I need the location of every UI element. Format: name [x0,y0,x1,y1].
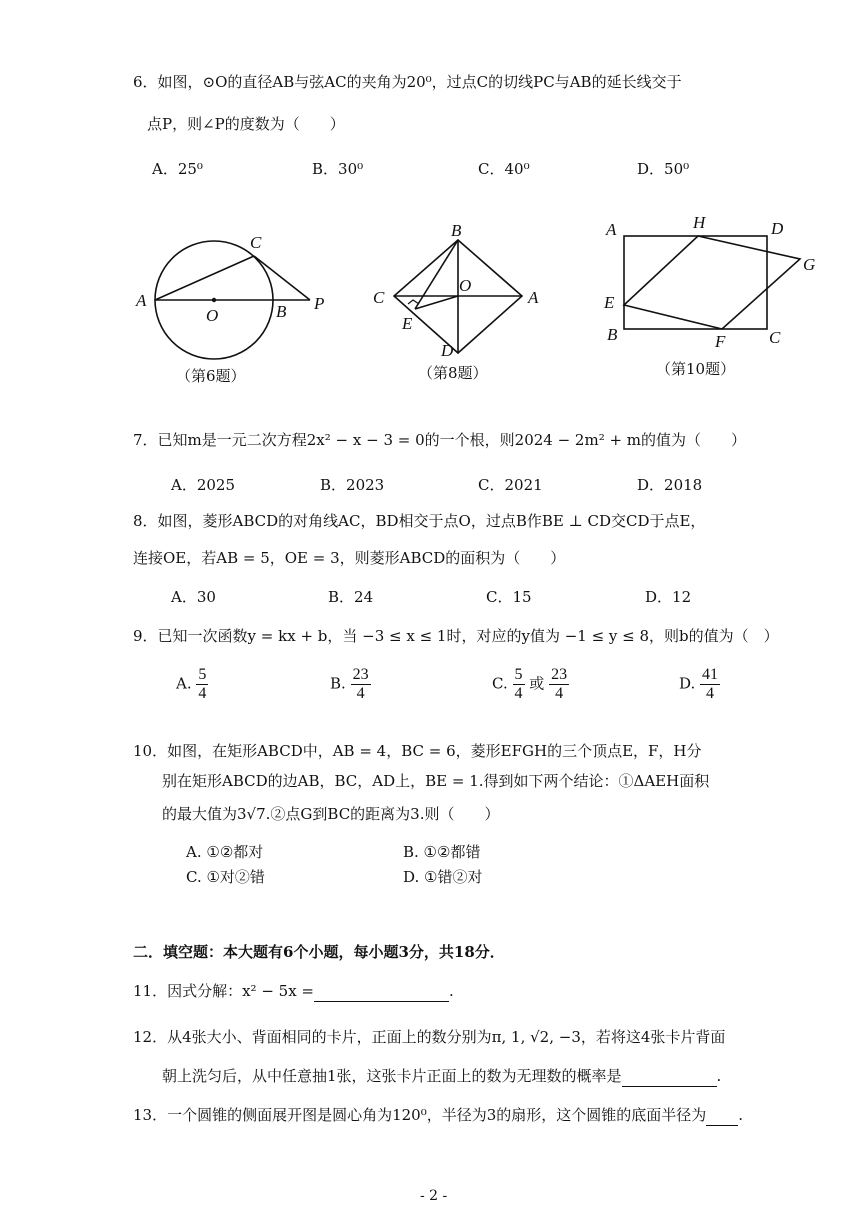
fig8-label-e: E [402,314,413,333]
q9-option-a [176,666,208,703]
section-2-heading: 二．填空题：本大题有6个小题，每小题3分，共18分． [133,943,505,961]
q9-option-d [679,666,720,703]
q7-option-a: A．2025 [171,476,236,494]
page-number: - 2 - [420,1188,448,1204]
fig6-label-c: C [250,233,262,252]
q6-line-1: 6．如图，⊙O的直径AB与弦AC的夹角为20⁰，过点C的切线PC与AB的延长线交于 [133,73,682,91]
fig8-label-d: D [441,341,454,360]
fig8-label-a: A [528,288,539,307]
fig6-center-dot [212,298,216,302]
q13-end: . [738,1106,744,1124]
q10-line-3: 的最大值为3√7.②点G到BC的距离为3.则（ ） [162,805,500,823]
figure-6 [130,225,340,375]
q12-text: 朝上洗匀后，从中任意抽1张，这张卡片正面上的数为无理数的概率是 [162,1067,622,1085]
fig10-caption: （第10题） [656,360,736,378]
q11-end: . [449,982,454,1000]
q9-d-fraction [700,666,720,703]
q9-c-den1: 4 [514,685,523,702]
q13-line [133,1105,743,1126]
q9-option-b [330,666,371,703]
q9-a-label: A. [176,674,192,693]
q8-option-b: B．24 [328,588,374,606]
fig6-label-p: P [314,294,325,313]
q11-text: 11．因式分解：x² − 5x = [133,982,315,1000]
q6-option-c: C．40⁰ [478,160,530,178]
fig10-label-a: A [606,220,617,239]
q7-line-1: 7．已知m是一元二次方程2x² − x − 3 = 0的一个根，则2024 − 2m² + m的值为（ ） [133,431,747,449]
q9-c-fraction-1 [513,666,525,703]
q12-line-1: 12．从4张大小、背面相同的卡片，正面上的数分别为π, 1, √2, −3，若将这4张卡片背面 [133,1028,726,1046]
fig6-tangent-pc [254,256,310,300]
q9-c-num2: 23 [551,666,568,683]
q9-b-num: 23 [352,666,369,683]
fig6-label-o: O [206,306,219,325]
q10-line-1: 10．如图，在矩形ABCD中，AB = 4，BC = 6，菱形EFGH的三个顶点E，F，H分 [133,742,702,760]
q10-option-c: C. ①对②错 [186,868,265,886]
q9-a-den: 4 [198,685,207,702]
q11-answer-blank[interactable] [314,981,449,1002]
fig8-right-angle-mark [408,300,419,304]
fig8-label-c: C [373,288,385,307]
q9-d-num: 41 [702,666,719,683]
q12-line-2 [162,1066,721,1087]
q6-option-b: B．30⁰ [312,160,364,178]
fig10-label-h: H [693,213,706,232]
fig10-label-d: D [771,219,784,238]
fig10-label-f: F [715,332,726,350]
q7-option-c: C．2021 [478,476,543,494]
q9-c-num1: 5 [514,666,523,683]
fig10-label-g: G [803,255,816,274]
q9-a-num: 5 [198,666,207,683]
q9-b-label: B. [330,674,346,693]
q9-b-den: 4 [356,685,365,702]
fig8-caption: （第8题） [418,364,488,382]
fig10-label-e: E [604,293,615,312]
fig10-rhombus [624,236,800,329]
figure-10 [595,210,825,350]
q8-line-1: 8．如图，菱形ABCD的对角线AC，BD相交于点O，过点B作BE ⊥ CD交CD于点E， [133,512,706,530]
fig8-label-o: O [459,276,472,295]
q6-option-d: D．50⁰ [637,160,690,178]
q11-line [133,981,454,1002]
fig10-rectangle [624,236,767,329]
fig6-caption: （第6题） [176,367,246,385]
q7-option-b: B．2023 [320,476,385,494]
fig6-label-b: B [276,302,287,321]
fig10-label-c: C [769,328,781,347]
q9-b-fraction [351,666,371,703]
fig8-label-b: B [451,225,462,240]
q9-option-c [492,666,569,703]
fig10-label-b: B [607,325,618,344]
q10-option-b: B. ①②都错 [403,843,481,861]
q8-option-a: A．30 [171,588,216,606]
q9-c-label: C. [492,674,508,693]
q9-a-fraction [196,666,208,703]
q8-line-2: 连接OE，若AB = 5，OE = 3，则菱形ABCD的面积为（ ） [133,549,566,567]
q13-text: 13．一个圆锥的侧面展开图是圆心角为120⁰，半径为3的扇形，这个圆锥的底面半径为 [133,1106,707,1124]
q10-line-2: 别在矩形ABCD的边AB，BC，AD上，BE = 1.得到如下两个结论：①ΔAEH面积 [162,772,710,790]
q9-d-den: 4 [706,685,715,702]
q9-c-or: 或 [529,674,545,693]
q9-line-1: 9．已知一次函数y = kx + b，当 −3 ≤ x ≤ 1时，对应的y值为 −1 ≤ y ≤ 8，则b的值为（ ） [133,627,779,645]
q12-answer-blank[interactable] [622,1066,717,1087]
q7-option-d: D．2018 [637,476,703,494]
q10-option-d: D. ①错②对 [403,868,483,886]
q6-option-a: A．25⁰ [152,160,203,178]
q10-option-a: A. ①②都对 [186,843,264,861]
q9-c-fraction-2 [549,666,569,703]
fig6-label-a: A [136,291,147,310]
q6-line-2: 点P，则∠P的度数为（ ） [147,115,345,133]
q8-option-d: D．12 [645,588,692,606]
q9-c-den2: 4 [555,685,564,702]
figure-8 [365,225,555,365]
q9-d-label: D. [679,674,696,693]
q8-option-c: C．15 [486,588,532,606]
fig6-chord-ac [155,256,254,300]
q12-end: . [716,1067,722,1085]
q13-answer-blank[interactable] [706,1105,738,1126]
